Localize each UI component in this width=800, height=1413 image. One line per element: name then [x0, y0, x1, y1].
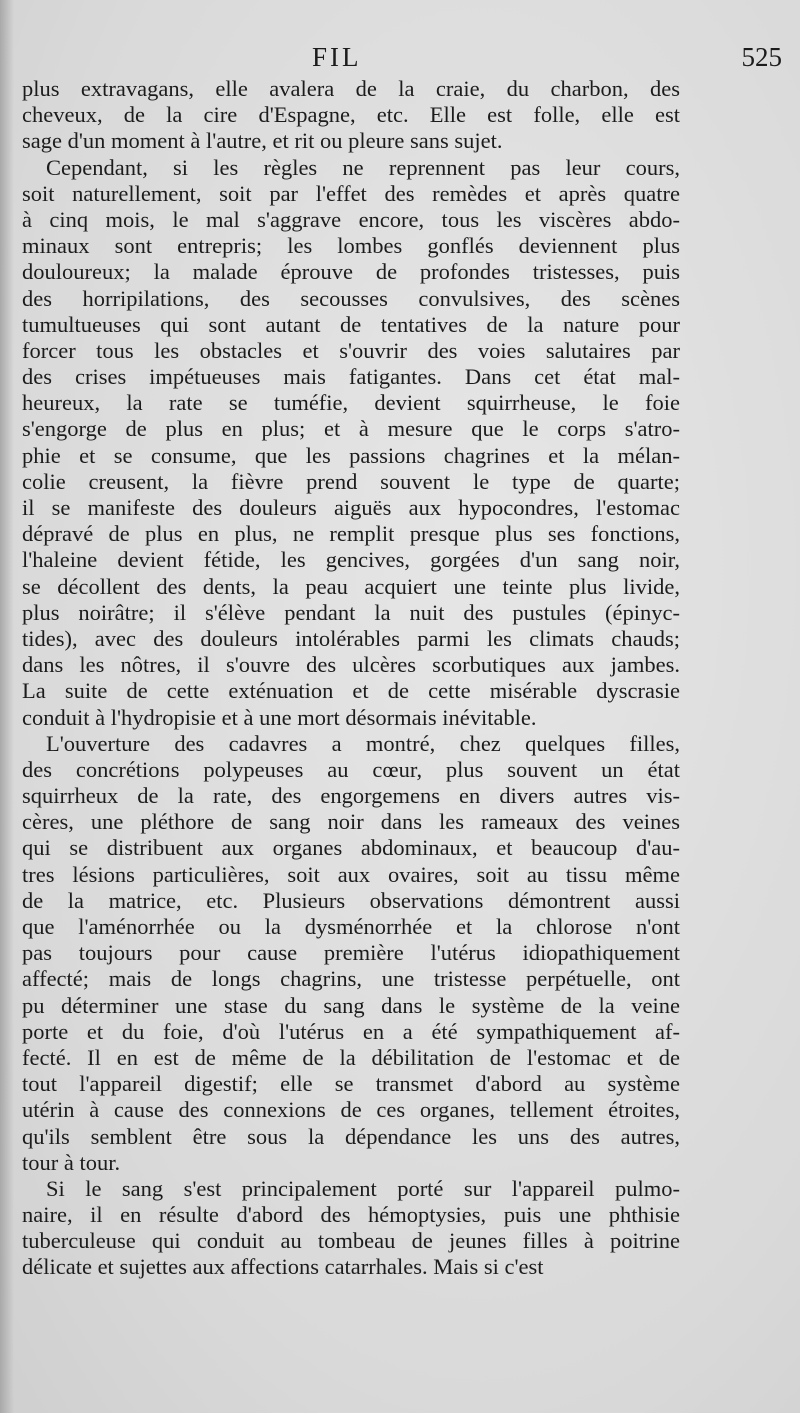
- text-line: cheveux, de la cire d'Espagne, etc. Elle est folle, elle est: [22, 102, 680, 128]
- text-line: à cinq mois, le mal s'aggrave encore, tous les viscères abdo-: [22, 206, 680, 232]
- text-line: plus noirâtre; il s'élève pendant la nuit des pustules (épinyc-: [22, 599, 680, 625]
- text-line: colie creusent, la fièvre prend souvent le type de quarte;: [22, 468, 680, 494]
- text-line: conduit à l'hydropisie et à une mort désormais inévitable.: [22, 704, 537, 730]
- text-line: des crises impétueuses mais fatigantes. Dans cet état mal-: [22, 364, 680, 390]
- paragraph: [22, 155, 680, 731]
- text-line: tout l'appareil digestif; elle se transmet d'abord au système: [22, 1071, 680, 1097]
- paragraph: [22, 1176, 680, 1281]
- text-line: naire, il en résulte d'abord des hémoptysies, puis une phthisie: [22, 1202, 680, 1228]
- text-line: porte et du foie, d'où l'utérus en a été sympathiquement af-: [22, 1018, 680, 1044]
- text-line: des concrétions polypeuses au cœur, plus souvent un état: [22, 756, 680, 782]
- text-line: Cependant, si les règles ne reprennent pas leur cours,: [46, 154, 680, 180]
- text-line: Si le sang s'est principalement porté sur l'appareil pulmo-: [46, 1175, 680, 1201]
- text-line: délicate et sujettes aux affections catarrhales. Mais si c'est: [22, 1254, 544, 1280]
- text-line: sage d'un moment à l'autre, et rit ou pleure sans sujet.: [22, 128, 503, 154]
- text-line: que l'aménorrhée ou la dysménorrhée et la chlorose n'ont: [22, 914, 680, 939]
- body-text: [22, 76, 680, 1281]
- text-line: l'haleine devient fétide, les gencives, gorgées d'un sang noir,: [22, 547, 680, 573]
- text-line: affecté; mais de longs chagrins, une tristesse perpétuelle, ont: [22, 966, 680, 992]
- paragraph: [22, 76, 680, 155]
- text-line: forcer tous les obstacles et s'ouvrir des voies salutaires par: [22, 337, 680, 363]
- text-line: des horripilations, des secousses convulsives, des scènes: [22, 285, 680, 311]
- text-line: utérin à cause des connexions de ces organes, tellement étroites,: [22, 1097, 680, 1123]
- text-line: cères, une pléthore de sang noir dans les rameaux des veines: [22, 809, 680, 835]
- text-line: plus extravagans, elle avalera de la craie, du charbon, des: [22, 76, 680, 101]
- text-line: squirrheux de la rate, des engorgemens en divers autres vis-: [22, 783, 680, 809]
- text-line: heureux, la rate se tuméfie, devient squirrheuse, le foie: [22, 390, 680, 416]
- page-number: 525: [741, 42, 782, 72]
- text-line: soit naturellement, soit par l'effet des remèdes et après quatre: [22, 180, 680, 206]
- text-line: il se manifeste des douleurs aiguës aux hypocondres, l'estomac: [22, 495, 680, 520]
- text-line: s'engorge de plus en plus; et à mesure que le corps s'atro-: [22, 416, 680, 442]
- text-line: tides), avec des douleurs intolérables parmi les climats chauds;: [22, 625, 680, 651]
- text-line: La suite de cette exténuation et de cette misérable dyscrasie: [22, 678, 680, 704]
- paragraph: [22, 731, 680, 1176]
- text-line: tres lésions particulières, soit aux ovaires, soit au tissu même: [22, 861, 680, 887]
- running-head: [22, 42, 782, 76]
- text-line: se décollent des dents, la peau acquiert une teinte plus livide,: [22, 573, 680, 599]
- text-line: dépravé de plus en plus, ne remplit presque plus ses fonctions,: [22, 521, 680, 547]
- text-line: qu'ils semblent être sous la dépendance les uns des autres,: [22, 1123, 680, 1149]
- text-line: phie et se consume, que les passions chagrines et la mélan-: [22, 442, 680, 468]
- text-line: dans les nôtres, il s'ouvre des ulcères scorbutiques aux jambes.: [22, 652, 680, 678]
- running-title: FIL: [312, 42, 362, 72]
- binding-shadow: [0, 0, 14, 1413]
- text-line: tour à tour.: [22, 1149, 121, 1175]
- text-line: pu déterminer une stase du sang dans le système de la veine: [22, 992, 680, 1018]
- text-line: pas toujours pour cause première l'utérus idiopathiquement: [22, 940, 680, 966]
- text-line: fecté. Il en est de même de la débilitation de l'estomac et de: [22, 1044, 680, 1070]
- text-line: qui se distribuent aux organes abdominaux, et beaucoup d'au-: [22, 835, 680, 861]
- text-line: tuberculeuse qui conduit au tombeau de jeunes filles à poitrine: [22, 1228, 680, 1254]
- text-line: L'ouverture des cadavres a montré, chez quelques filles,: [46, 730, 680, 756]
- text-line: douloureux; la malade éprouve de profondes tristesses, puis: [22, 259, 680, 285]
- text-line: de la matrice, etc. Plusieurs observations démontrent aussi: [22, 887, 680, 913]
- text-line: minaux sont entrepris; les lombes gonflés deviennent plus: [22, 233, 680, 259]
- text-line: tumultueuses qui sont autant de tentatives de la nature pour: [22, 311, 680, 337]
